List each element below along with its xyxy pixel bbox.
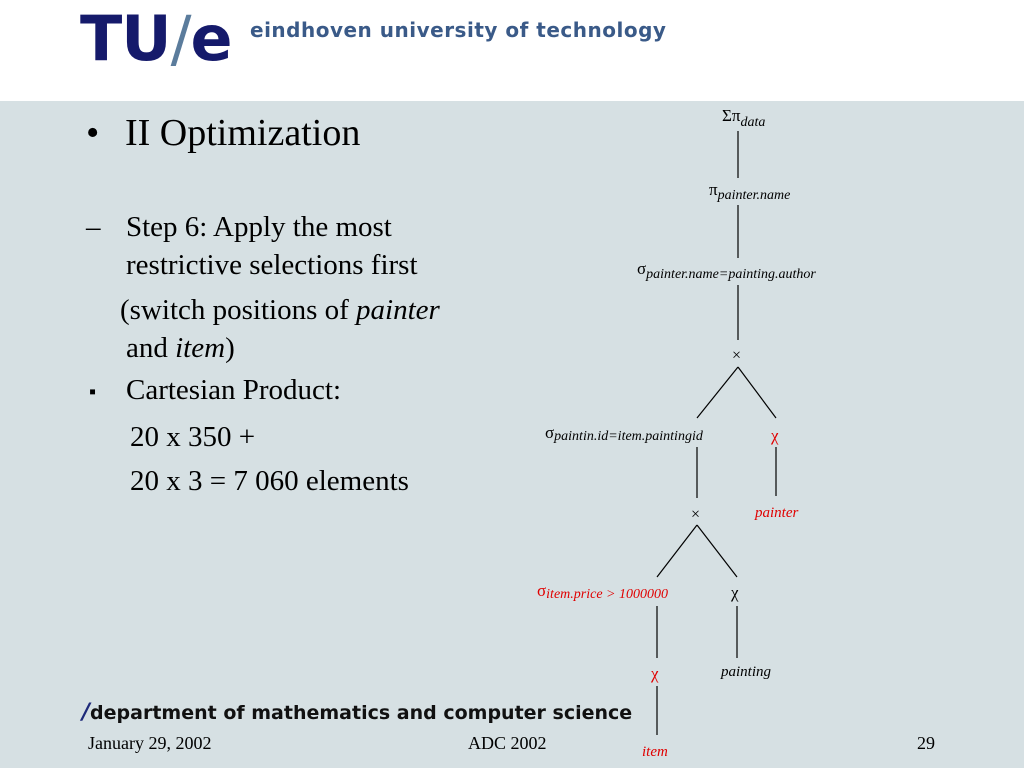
node-chi-painter: χ — [771, 426, 779, 445]
university-name: eindhoven university of technology — [250, 18, 667, 42]
bullet-marker: • — [86, 112, 100, 154]
edge-cross1-sigma2 — [697, 367, 738, 418]
label-painter: painter — [755, 505, 799, 521]
node-sigma2: σpaintin.id=item.paintingid — [545, 423, 703, 444]
page-number: 29 — [917, 733, 935, 753]
label-painting: painting — [721, 664, 772, 680]
slide-heading: II Optimization — [125, 112, 361, 154]
label-item: item — [642, 744, 668, 760]
node-pi: $\pi_{painter.name}$ — [709, 180, 791, 203]
calc-line2: 20 x 3 = 7 060 elements — [130, 465, 409, 497]
square-bullet-icon: ▪ — [89, 381, 97, 403]
footer-date: January 29, 2002 — [88, 733, 212, 753]
cartesian-label: Cartesian Product: — [126, 374, 342, 406]
edge-cross1-chi — [738, 367, 776, 418]
node-root: $\Sigma\pi_{data}$ — [722, 106, 766, 130]
node-cross1: × — [732, 347, 742, 364]
footer-course: ADC 2002 — [468, 733, 547, 753]
step6-line1: Step 6: Apply the most — [126, 211, 392, 243]
department-footer: /department of mathematics and computer science — [82, 700, 633, 725]
node-cross2: × — [691, 506, 701, 523]
node-chi-item: χ — [651, 664, 659, 683]
calc-line1: 20 x 350 + — [130, 421, 256, 453]
node-chi-painting: χ — [731, 583, 739, 602]
dash-marker: – — [86, 211, 101, 243]
node-sigma1: $\sigma_{painter.name=painting.author}$ — [637, 259, 816, 282]
switch-note-line1: (switch positions of painter — [120, 294, 440, 326]
tue-logo: TU/e — [80, 2, 232, 75]
edge-cross2-sigma3 — [657, 525, 697, 577]
node-sigma3: σitem.price > 1000000 — [537, 581, 668, 602]
switch-note-line2: and item) — [126, 332, 235, 364]
step6-line2: restrictive selections first — [126, 249, 418, 281]
edge-cross2-chi — [697, 525, 737, 577]
